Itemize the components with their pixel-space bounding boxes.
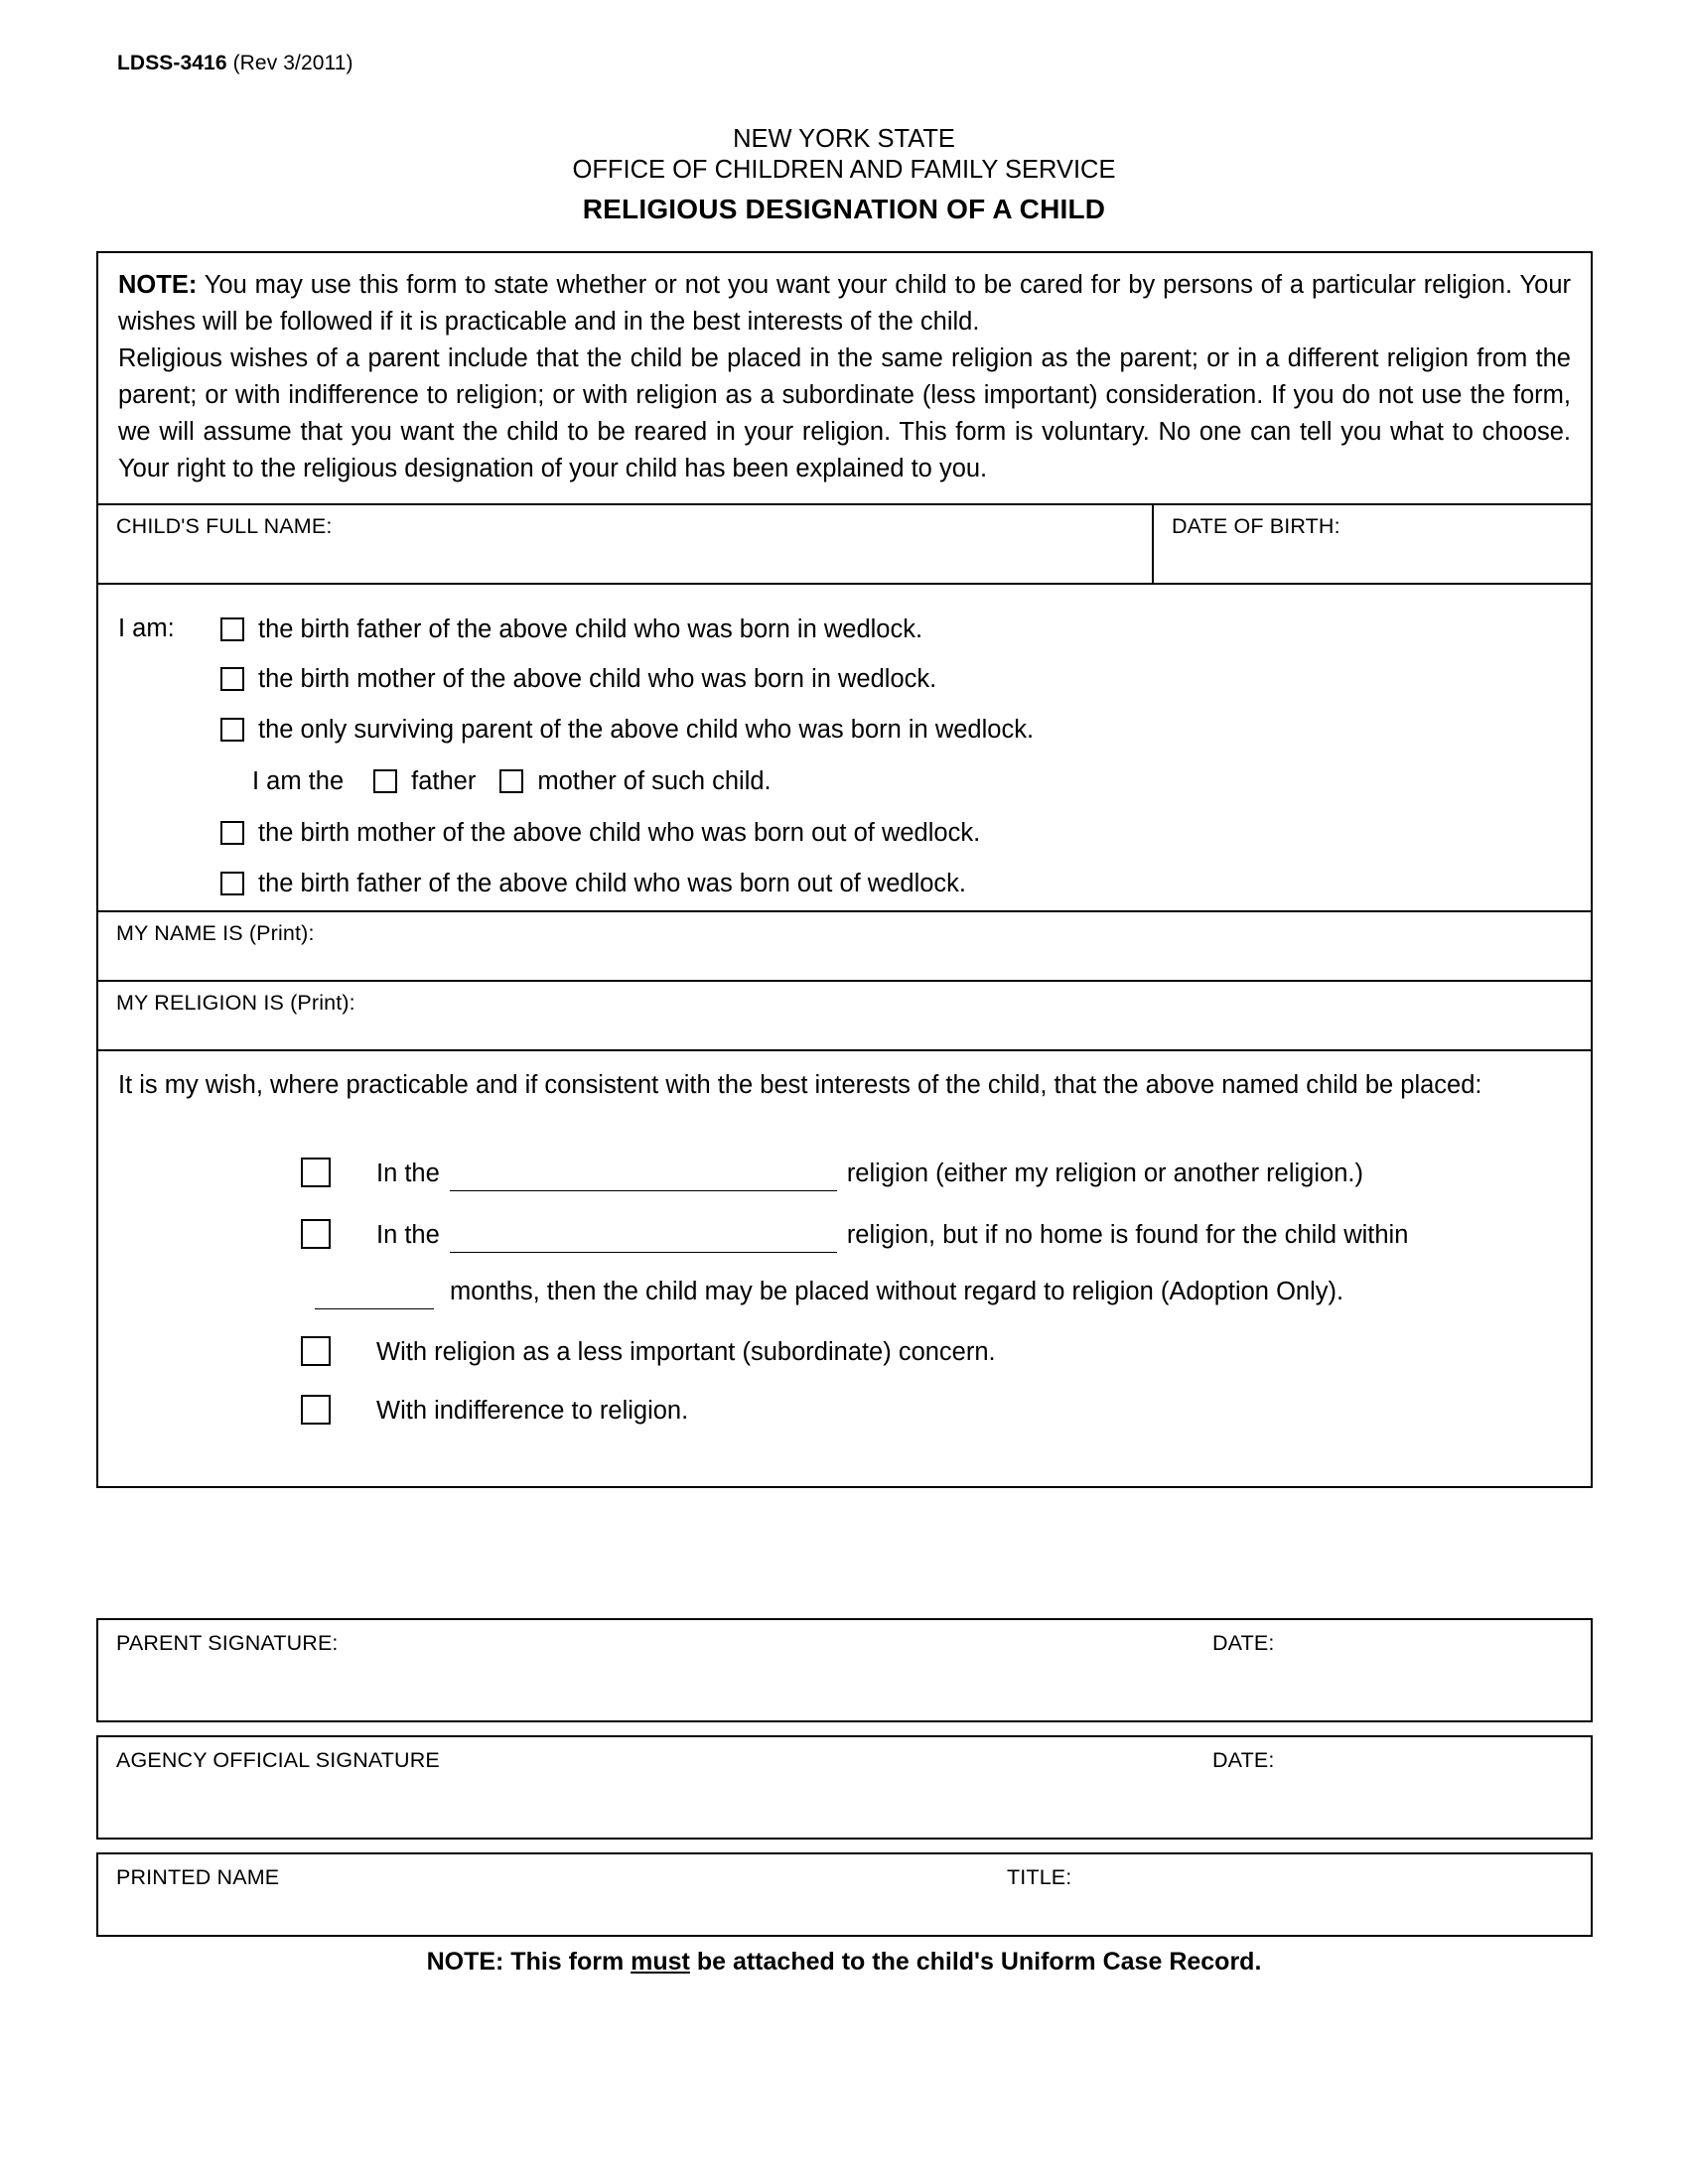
my-religion-label: MY RELIGION IS (Print): (116, 991, 355, 1015)
note-section (98, 253, 1591, 503)
agency-line-2: OFFICE OF CHILDREN AND FAMILY SERVICE (572, 156, 1116, 184)
my-name-label: MY NAME IS (Print): (116, 921, 315, 945)
i-am-option-2[interactable] (220, 664, 936, 694)
footer-note (0, 1948, 1688, 1977)
parent-date-label: DATE: (1212, 1631, 1275, 1655)
child-name-cell[interactable] (98, 505, 1154, 583)
wish-option-2-months-input[interactable] (315, 1276, 434, 1309)
form-body (96, 251, 1593, 1488)
i-am-prefix: I am: (118, 614, 175, 642)
note-paragraph-2: Religious wishes of a parent include that the child be placed in the same religion as the parent; or in a different religion from the parent; or with indifference to religion; or with religion as a subordinate (less important) consideration. If you do not use the form, we will assume that you want the child to be reared in your religion. This form is voluntary. No one can tell you what to choose. Your right to the religious designation of your child has been explained to you. (118, 344, 1571, 482)
footer-note-prefix: NOTE: This form (426, 1948, 632, 1976)
wish-option-1-prefix: In the (376, 1160, 440, 1187)
checkbox-wish-subordinate[interactable] (301, 1336, 331, 1366)
form-revision: (Rev 3/2011) (232, 52, 353, 74)
i-am-option-5-label: the birth father of the above child who was born out of wedlock. (258, 870, 967, 897)
parent-signature-box[interactable] (96, 1618, 1593, 1722)
title-label: TITLE: (1007, 1865, 1072, 1889)
i-am-sub-father-label: father (411, 767, 477, 795)
wish-intro-text: It is my wish, where practicable and if consistent with the best interests of the child, that the above named child be placed: (118, 1071, 1482, 1099)
wish-option-3[interactable] (301, 1336, 996, 1368)
i-am-sub-mother-label: mother of such child. (537, 767, 772, 795)
wish-option-4-label: With indifference to religion. (376, 1397, 689, 1425)
i-am-option-1[interactable] (220, 614, 922, 644)
placement-wish-section (98, 1049, 1591, 1486)
printed-name-box[interactable] (96, 1852, 1593, 1937)
agency-signature-label: AGENCY OFFICIAL SIGNATURE (116, 1748, 440, 1772)
checkbox-wish-indifference[interactable] (301, 1395, 331, 1425)
i-am-option-5[interactable] (220, 869, 966, 898)
agency-date-label: DATE: (1212, 1748, 1275, 1772)
note-label: NOTE: (118, 271, 198, 299)
i-am-option-1-label: the birth father of the above child who was born in wedlock. (258, 615, 923, 643)
form-code: LDSS-3416 (117, 52, 227, 74)
checkbox-birth-father-wedlock[interactable] (220, 617, 244, 641)
child-name-label: CHILD'S FULL NAME: (116, 514, 333, 538)
i-am-section (98, 583, 1591, 910)
checkbox-only-surviving-parent[interactable] (220, 718, 244, 742)
child-dob-cell[interactable] (1154, 505, 1591, 583)
i-am-option-3[interactable] (220, 715, 1034, 745)
checkbox-sub-father[interactable] (373, 769, 397, 793)
footer-note-suffix: be attached to the child's Uniform Case Record. (689, 1948, 1262, 1976)
checkbox-birth-mother-wedlock[interactable] (220, 667, 244, 691)
i-am-option-4[interactable] (220, 818, 980, 848)
checkbox-wish-religion-timelimit[interactable] (301, 1219, 331, 1249)
wish-option-4[interactable] (301, 1395, 688, 1427)
i-am-option-3-label: the only surviving parent of the above child who was born in wedlock. (258, 716, 1035, 744)
wish-option-2-continuation[interactable] (315, 1276, 1343, 1309)
checkbox-birth-father-out-of-wedlock[interactable] (220, 872, 244, 895)
wish-option-1-suffix: religion (either my religion or another religion.) (846, 1160, 1363, 1187)
i-am-sub-prefix: I am the (252, 767, 345, 795)
form-code-line (117, 52, 353, 75)
note-paragraph-1 (118, 267, 1571, 341)
i-am-option-2-label: the birth mother of the above child who was born in wedlock. (258, 665, 937, 693)
agency-heading (0, 124, 1688, 186)
my-religion-row[interactable] (98, 980, 1591, 1049)
wish-option-3-label: With religion as a less important (subordinate) concern. (376, 1338, 996, 1366)
wish-option-2-religion-input[interactable] (450, 1219, 837, 1253)
checkbox-sub-mother[interactable] (499, 769, 523, 793)
checkbox-birth-mother-out-of-wedlock[interactable] (220, 821, 244, 845)
agency-signature-box[interactable] (96, 1735, 1593, 1840)
wish-option-2-suffix: religion, but if no home is found for the child within (846, 1221, 1409, 1249)
printed-name-label: PRINTED NAME (116, 1865, 280, 1889)
my-name-row[interactable] (98, 910, 1591, 980)
checkbox-wish-religion[interactable] (301, 1158, 331, 1187)
agency-line-1: NEW YORK STATE (733, 125, 955, 153)
wish-option-2[interactable] (301, 1219, 1408, 1253)
parent-signature-label: PARENT SIGNATURE: (116, 1631, 339, 1655)
child-dob-label: DATE OF BIRTH: (1172, 514, 1340, 538)
wish-option-1-religion-input[interactable] (450, 1158, 837, 1191)
i-am-option-4-label: the birth mother of the above child who was born out of wedlock. (258, 819, 981, 847)
page-title: RELIGIOUS DESIGNATION OF A CHILD (582, 194, 1106, 224)
wish-option-1[interactable] (301, 1158, 1363, 1191)
child-info-row (98, 503, 1591, 583)
wish-option-2-prefix: In the (376, 1221, 440, 1249)
note-text-1: You may use this form to state whether or not you want your child to be cared for by persons of a particular religion. Your wishes will be followed if it is practicable and in the best interests of the child. (118, 271, 1571, 336)
footer-note-emphasis: must (631, 1948, 690, 1976)
i-am-suboption-row[interactable] (252, 766, 772, 796)
wish-option-2-months-suffix: months, then the child may be placed without regard to religion (Adoption Only). (450, 1278, 1344, 1305)
